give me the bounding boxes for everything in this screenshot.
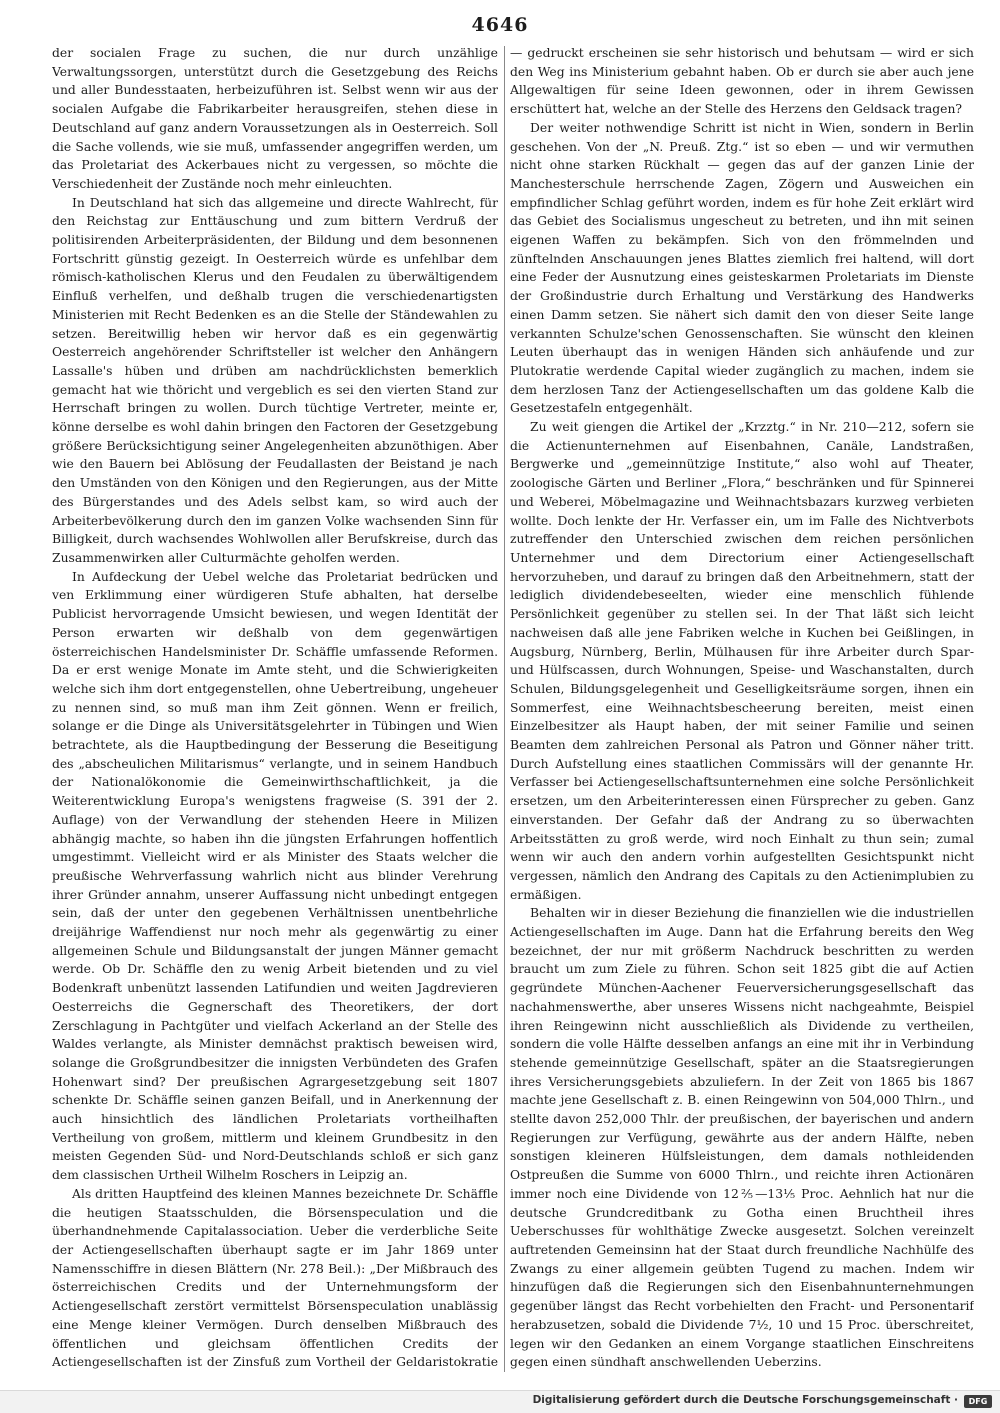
dfg-logo-icon: DFG xyxy=(964,1395,992,1408)
column-divider xyxy=(504,46,505,1372)
paragraph: — gedruckt erscheinen sie sehr historisch und behutsam — wird er sich den Weg ins Ministerium gebahnt haben. Ob er durch sie aber auch jene Allgewaltigen für seine Ideen gewonnen, oder in ihrem Gewissen erschüttert hat, welche an der Stelle des Herzens den Geldsack tragen? xyxy=(510,46,974,117)
page-number: 4646 xyxy=(471,14,529,36)
footer-credit: Digitalisierung gefördert durch die Deutsche Forschungsgemeinschaft · xyxy=(532,1394,958,1406)
left-column xyxy=(52,44,498,1374)
paragraph: der socialen Frage zu suchen, die nur durch unzählige Verwaltungssorgen, unterstützt durch die Gesetzgebung des Reichs und aller Bundesstaaten, herbeizuführen ist. Selbst wenn wir aus der socialen Aufgabe die Fabrikarbeiter herausgreifen, stehen diese in Deutschland auf ganz andern Voraussetzungen als in Oesterreich. Soll die Sache vollends, wie sie muß, umfassender angegriffen werden, um das Proletariat des Ackerbaues nicht zu vergessen, so möchte die Verschiedenheit der Zustände noch mehr einleuchten. xyxy=(52,46,498,191)
paragraph: In Aufdeckung der Uebel welche das Proletariat bedrücken und ven Erklimmung einer würdigeren Stufe abhalten, hat derselbe Publicist hervorragende Umsicht bewiesen, und wegen Identität der Person erwarten wir deßhalb von dem gegenwärtigen österreichischen Handelsminister Dr. Schäffle umfassende Reformen. Da er erst wenige Monate im Amte steht, und die Schwierigkeiten welche sich ihm dort entgegenstellen, ohne Uebertreibung, ungeheuer zu nennen sind, so muß man ihm Zeit gönnen. Wenn er freilich, solange er die Dinge als Universitätsgelehrter in Tübingen und Wien betrachtete, als die Hauptbedingung der Besserung die Beseitigung des „abscheulichen Militarismus“ verlangte, und in seinem Handbuch der Nationalökonomie die Gemeinwirthschaftlichkeit, ja die Weiterentwicklung Europa's wenigstens fragweise (S. 391 der 2. Auflage) von der Verwandlung der stehenden Heere in Milizen abhängig machte, so haben ihn die jüngsten Erfahrungen hoffentlich umgestimmt. Vielleicht wird er als Minister des Staats welcher die preußische Wehrverfassung wahrlich nicht aus blinder Verehrung ihrer Gründer annahm, unserer Auffassung nicht unbedingt entgegen sein, daß der unter den gegebenen Verhältnissen unentbehrliche dreijährige Waffendienst nur noch mehr als gegenwärtig zu einer allgemeinen Schule und Bildungsanstalt der jungen Männer gemacht werde. Ob Dr. Schäffle den zu wenig Arbeit bietenden und zu viel Bodenkraft unbenützt lassenden Latifundien und weiten Jagdrevieren Oesterreichs die Gegnerschaft des Theoretikers, der dort Zerschlagung in Pachtgüter und vielfach Ackerland an der Stelle des Waldes verlangte, als Minister demnächst praktisch beweisen wird, solange die Großgrundbesitzer die innigsten Verbündeten des Grafen Hohenwart sind? Der preußischen Agrargesetzgebung seit 1807 schenkte Dr. Schäffle seinen ganzen Beifall, und in Anerkennung der auch hinsichtlich des ländlichen Proletariats vortheilhaften Vertheilung von großem, mittlerm und kleinem Grundbesitz in den meisten Gegenden Süd- und Nord-Deutschlands schloß er sich ganz dem classischen Urtheil Wilhelm Roschers in Leipzig an. xyxy=(52,569,498,1183)
paragraph: In Deutschland hat sich das allgemeine und directe Wahlrecht, für den Reichstag zur Enttäuschung und zum bittern Verdruß der politisirenden Arbeiterpräsidenten, der Bildung und dem besonnenen Fortschritt günstig gezeigt. In Oesterreich würde es unfehlbar dem römisch-katholischen Klerus und den Feudalen zu überwältigendem Einfluß verhelfen, und deßhalb trugen die verschiedenartigsten Ministerien mit Recht Bedenken es an die Stelle der Ständewahlen zu setzen. Bereitwillig heben wir hervor daß es ein gegenwärtig Oesterreich angehörender Schriftsteller ist welcher den Anhängern Lassalle's hüben und drüben am nachdrücklichsten bemerklich gemacht hat wie thöricht und vergeblich es sei den vierten Stand zur Herrschaft bringen zu wollen. Durch tüchtige Vertreter, meinte er, könne derselbe es wohl dahin bringen den Factoren der Gesetzgebung größere Berücksichtigung seiner Angelegenheiten abzunöthigen. Aber wie den Bauern bei Ablösung der Feudallasten der Beistand je nach den Umständen von den Königen und den Regierungen, aus der Mitte des Bürgerstandes und des Adels selbst kam, so wird auch der Arbeiterbevölkerung durch den im ganzen Volke wachsenden Sinn für Billigkeit, durch wachsendes Wohlwollen aller Berufskreise, durch das Zusammenwirken aller Culturmächte geholfen werden. xyxy=(52,195,498,565)
right-column xyxy=(510,44,974,1374)
footer-bar xyxy=(0,1390,1000,1413)
paragraph: Der weiter nothwendige Schritt ist nicht in Wien, sondern in Berlin geschehen. Von der „N. Preuß. Ztg.“ ist so eben — und wir vermuthen nicht ohne starken Rückhalt — gegen das auf der ganzen Linie der Manchesterschule herrschende Zagen, Zögern und Ausweichen ein empfindlicher Schlag geführt worden, indem es für hohe Zeit erklärt wird das Gebiet des Socialismus ungescheut zu betreten, und ihn mit seinen eigenen Waffen zu bekämpfen. Sich von den frömmelnden und zünftelnden Anschauungen jenes Blattes ziemlich frei haltend, will dort eine Feder der Ausnutzung eines geisteskarmen Proletariats im Dienste der Großindustrie durch Erhaltung und Verstärkung des Handwerks einen Damm setzen. Sie nähert sich damit den von dieser Seite lange verkannten Schulze'schen Genossenschaften. Sie wünscht den kleinen Leuten überhaupt das in wenigen Händen sich anhäufende und zur Plutokratie werdende Capital wieder zugänglich zu machen, indem sie dem herzlosen Tanz der Actiengesellschaften um das goldene Kalb die Gesetzestafeln entgegenhält. xyxy=(510,120,974,416)
paragraph: Behalten wir in dieser Beziehung die finanziellen wie die industriellen Actiengesellschaften im Auge. Dann hat die Erfahrung bereits den Weg bezeichnet, der nur mit größerm Nachdruck beschritten zu werden braucht um zum Ziele zu führen. Schon seit 1825 gibt die auf Actien gegründete München-Aachener Feuerversicherungsgesellschaft das nachahmenswerthe, aber unseres Wissens nicht nachgeahmte, Beispiel ihren Reingewinn nicht ausschließlich als Dividende zu vertheilen, sondern die volle Hälfte desselben anfangs an eine mit ihr in Verbindung stehende gemeinnützige Gesellschaft, später an die Staatsregierungen ihres Versicherungsgebiets abzuliefern. In der Zeit von 1865 bis 1867 machte jene Gesellschaft z. B. einen Reingewinn von 504,000 Thlrn., und stellte davon 252,000 Thlr. der preußischen, der bayerischen und andern Regierungen zur Verfügung, gewährte aus der andern Hälfte, neben sonstigen kleineren Hülfsleistungen, dem damals nothleidenden Ostpreußen die Summe von 6000 Thlrn., und reichte ihren Actionären immer noch eine Dividende von 12⅖—13⅕ Proc. Aehnlich hat nur die deutsche Grundcreditbank zu Gotha einen Bruchtheil ihres Ueberschusses für wohlthätige Zwecke ausgesetzt. Solchen vereinzelt auftretenden Gemeinsinn hat der Staat durch freundliche Nachhülfe des Zwangs zu einer allgemein geübten Tugend zu machen. Indem wir hinzufügen daß die Regierungen sich den Eisenbahnunternehmungen gegenüber längst das Recht vorbehielten den Fracht- und Personentarif herabzusetzen, sobald die Dividende 7½, 10 und 15 Proc. überschreitet, legen wir den Gedanken an einem Vorgange staatlichen Einschreitens gegen einen sündhaft anschwellenden Ueberzins. xyxy=(510,906,974,1370)
paragraph xyxy=(510,1372,974,1374)
paragraph: Zu weit giengen die Artikel der „Krzztg.“ in Nr. 210—212, sofern sie die Actienunternehmen auf Eisenbahnen, Canäle, Landstraßen, Bergwerke und „gemeinnützige Institute,“ also wohl auf Theater, zoologische Gärten und Berliner „Flora,“ beschränken und für Spinnerei und Weberei, Möbelmagazine und Weihnachtsbazars kurzweg verbieten wollte. Doch lenkte der Hr. Verfasser ein, um im Falle des Nichtverbots zutreffender den Unterschied zwischen dem reichen persönlichen Unternehmer und dem Directorium einer Actiengesellschaft hervorzuheben, und darauf zu bringen daß den Arbeitnehmern, statt der lediglich dividendebeseelten, wieder eine menschlich fühlende Persönlichkeit gegenüber zu stellen sei. In der That läßt sich leicht nachweisen daß alle jene Fabriken welche in Kuchen bei Geißlingen, in Augsburg, Nürnberg, Berlin, Mülhausen für ihre Arbeiter durch Spar- und Hülfscassen, durch Wohnungen, Speise- und Waschanstalten, durch Schulen, Bildungsgelegenheit und Geselligkeitsräume sorgen, ihnen ein Sommerfest, eine Weihnachtsbescheerung bereiten, meist einen Einzelbesitzer als Haupt haben, der mit seiner Familie und seinen Beamten dem zahlreichen Personal als Patron und Gönner näher tritt. Durch Aufstellung eines staatlichen Commissärs will der genannte Hr. Verfasser bei Actiengesellschaftsunternehmen eine solche Persönlichkeit ersetzen, um den Arbeiterinteressen einen Fürsprecher zu geben. Ganz einverstanden. Der Gefahr daß der Andrang zu so überwachten Arbeitsstätten zu groß werde, wird noch Einhalt zu thun sein; zumal wenn wir auch den andern vorhin aufgestellten Gesichtspunkt nicht vergessen, nämlich den Andrang des Capitals zu den Actienimplubien zu ermäßigen. xyxy=(510,420,974,902)
paragraph: Als dritten Hauptfeind des kleinen Mannes bezeichnete Dr. Schäffle die heutigen Staatsschulden, die Börsenspeculation und die überhandnehmende Capitalassociation. Ueber die verderbliche Seite der Actiengesellschaften überhaupt sagte er im Jahr 1869 unter Namensschiffre in diesen Blättern (Nr. 278 Beil.): „Der Mißbrauch des österreichischen Credits und der Unternehmungsform der Actiengesellschaft zerstört vermittelst Börsenspeculation unablässig eine Menge kleiner Vermögen. Durch denselben Mißbrauch des öffentlichen und gleichsam öffentlichen Credits der Actiengesellschaften ist der Zinsfuß zum Vortheil der Geldaristokratie xyxy=(52,1186,498,1370)
